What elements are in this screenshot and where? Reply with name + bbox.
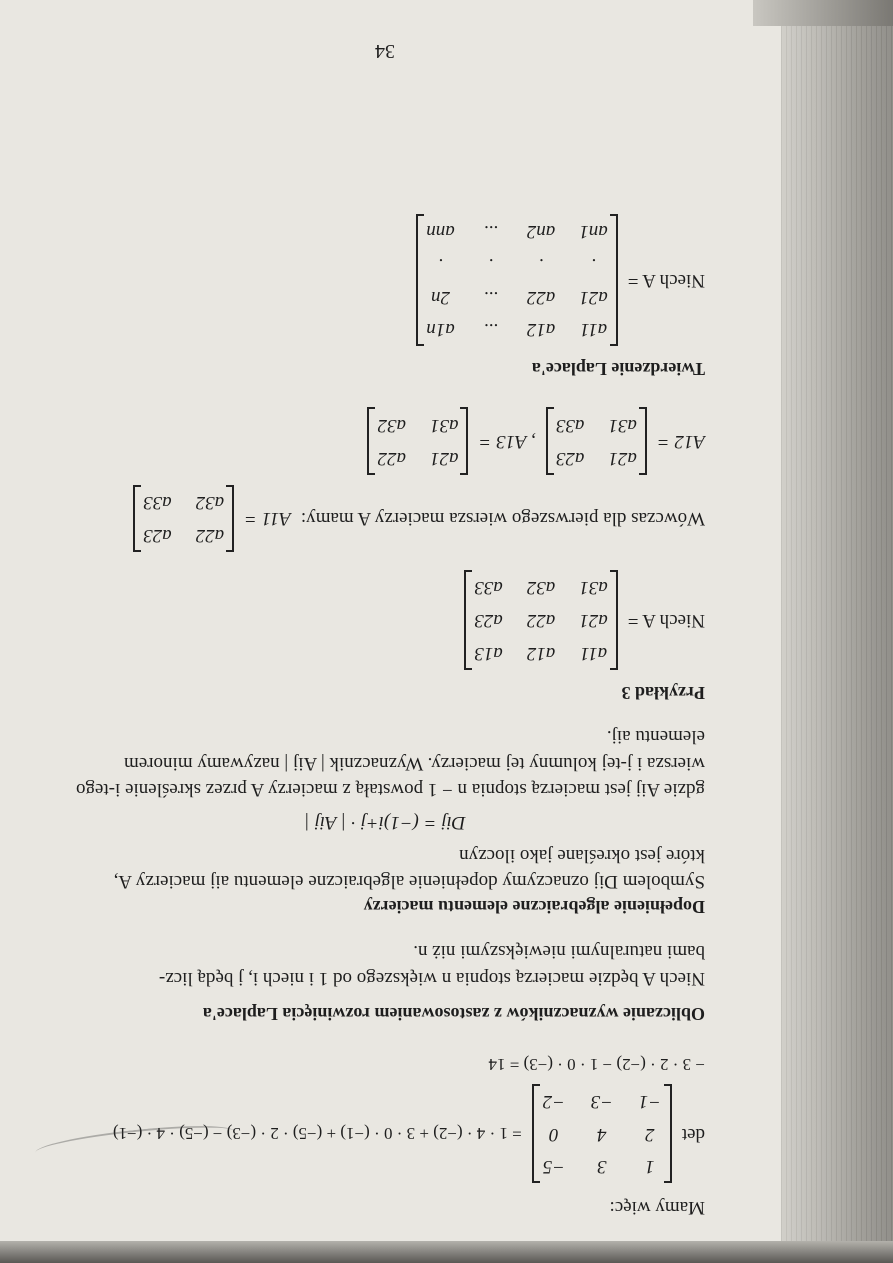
- matrix-cell: 1: [645, 1156, 655, 1178]
- matrix-cell: a33: [143, 492, 172, 514]
- a11-label: A11 =: [244, 508, 291, 530]
- matrix-cell: a21: [579, 609, 608, 631]
- matrix-cell: −5: [542, 1156, 565, 1178]
- definition-text-1: Niech A będzie macierzą stopnia n większego od 1 i niech i, j będą licz-: [158, 967, 705, 989]
- det-label: det: [681, 1123, 705, 1145]
- matrix-cell: ...: [483, 221, 498, 243]
- matrix-cell: an2: [526, 221, 556, 243]
- matrix-cell: ...: [483, 319, 498, 341]
- matrix-cell: 2n: [431, 286, 451, 308]
- matrix-cell: .: [438, 253, 443, 275]
- cofactor-text-1: Symbolem Dij oznaczymy dopełnienie algebraiczne elementu aij macierzy A,: [113, 871, 705, 893]
- example-heading: Przykład 3: [621, 682, 705, 703]
- section-heading-laplace: Obliczanie wyznaczników z zastosowaniem rozwinięcia Laplace'a: [202, 1003, 705, 1024]
- matrix-cell: 2: [645, 1123, 655, 1145]
- a11-matrix: [133, 485, 234, 552]
- general-matrix: [416, 214, 618, 346]
- det-expansion-line-1: = 1 · 4 · (−2) + 3 · 0 · (−1) + (−5) · 2 · (−3) − (−5) · 4 · (−1): [112, 1124, 522, 1144]
- matrix-cell: a1n: [426, 319, 455, 341]
- matrix-cell: −1: [638, 1091, 661, 1113]
- section-heading-cofactor: Dopełnienie algebraiczne elementu macierzy: [363, 897, 705, 918]
- wowczas-text: Wówczas dla pierwszego wiersza macierzy A mamy:: [300, 508, 705, 530]
- matrix-cell: a11: [579, 319, 608, 341]
- matrix-cell: −2: [542, 1091, 565, 1113]
- matrix-cell: −3: [590, 1091, 613, 1113]
- matrix-cell: a21: [608, 447, 637, 469]
- a13-label: , A13 =: [478, 431, 536, 453]
- a12-matrix: [546, 407, 647, 474]
- matrix-cell: a23: [143, 524, 172, 546]
- matrix-cell: a22: [377, 447, 406, 469]
- a12-label: A12 =: [656, 431, 705, 453]
- matrix-cell: 0: [549, 1123, 559, 1145]
- matrix-cell: 4: [597, 1123, 607, 1145]
- minors-row-2: [65, 407, 705, 474]
- matrix-cell: a22: [526, 286, 556, 308]
- niech-a2-label: Niech A =: [627, 270, 705, 292]
- minors-row-1: [65, 485, 705, 552]
- example-matrix-row: [65, 570, 705, 670]
- matrix-cell: a22: [526, 609, 556, 631]
- matrix-cell: a33: [474, 577, 503, 599]
- matrix-cell: a21: [429, 447, 459, 469]
- matrix-cell: a32: [526, 577, 556, 599]
- matrix-cell: a11: [579, 642, 608, 664]
- cofactor-text-2: które jest określane jako iloczyn: [459, 844, 705, 866]
- matrix-cell: a12: [526, 319, 556, 341]
- matrix-cell: a12: [526, 642, 556, 664]
- matrix-cell: a22: [195, 524, 225, 546]
- minor-text-1: gdzie Aij jest macierzą stopnia n − 1 powstałą z macierzy A przez skreślenie i-tego: [75, 779, 705, 801]
- matrix-cell: a31: [579, 577, 608, 599]
- matrix-cell: a33: [555, 414, 585, 436]
- page-number: 34: [375, 40, 395, 62]
- matrix-cell: .: [538, 253, 544, 275]
- matrix-cell: 3: [597, 1156, 607, 1178]
- matrix-cell: a13: [474, 642, 503, 664]
- matrix-cell: an1: [579, 221, 608, 243]
- matrix-cell: a32: [195, 492, 225, 514]
- intro-text: Mamy więc:: [609, 1197, 705, 1218]
- minor-text-2: wiersza i j-tej kolumny tej macierzy. Wyznacznik | Aij | nazywamy minorem: [123, 752, 705, 774]
- matrix-cell: a31: [608, 414, 637, 436]
- matrix-cell: a32: [377, 414, 406, 436]
- niech-a-label: Niech A =: [627, 609, 705, 631]
- page-body: [65, 40, 705, 1220]
- matrix-cell: a21: [579, 286, 608, 308]
- det-matrix: [532, 1084, 672, 1184]
- general-matrix-row: [65, 214, 705, 346]
- theorem-heading: Twierdzenie Laplace'a: [531, 359, 705, 380]
- example-matrix: [464, 570, 618, 670]
- minor-text-3: elementu aij.: [606, 726, 705, 748]
- a13-matrix: [367, 407, 468, 474]
- matrix-cell: a31: [429, 414, 459, 436]
- matrix-cell: .: [591, 253, 596, 275]
- cofactor-formula: Dij = (−1)i+j · | Aij |: [304, 812, 466, 834]
- matrix-cell: a23: [555, 447, 585, 469]
- matrix-cell: .: [488, 253, 494, 275]
- matrix-cell: ann: [426, 221, 455, 243]
- det-expansion-line-2: − 3 · 2 · (−2) − 1 · 0 · (−3) = 14: [488, 1054, 705, 1074]
- matrix-cell: a23: [474, 609, 503, 631]
- matrix-cell: ...: [483, 286, 498, 308]
- definition-text-2: bami naturalnymi niewiększymi niż n.: [413, 941, 705, 963]
